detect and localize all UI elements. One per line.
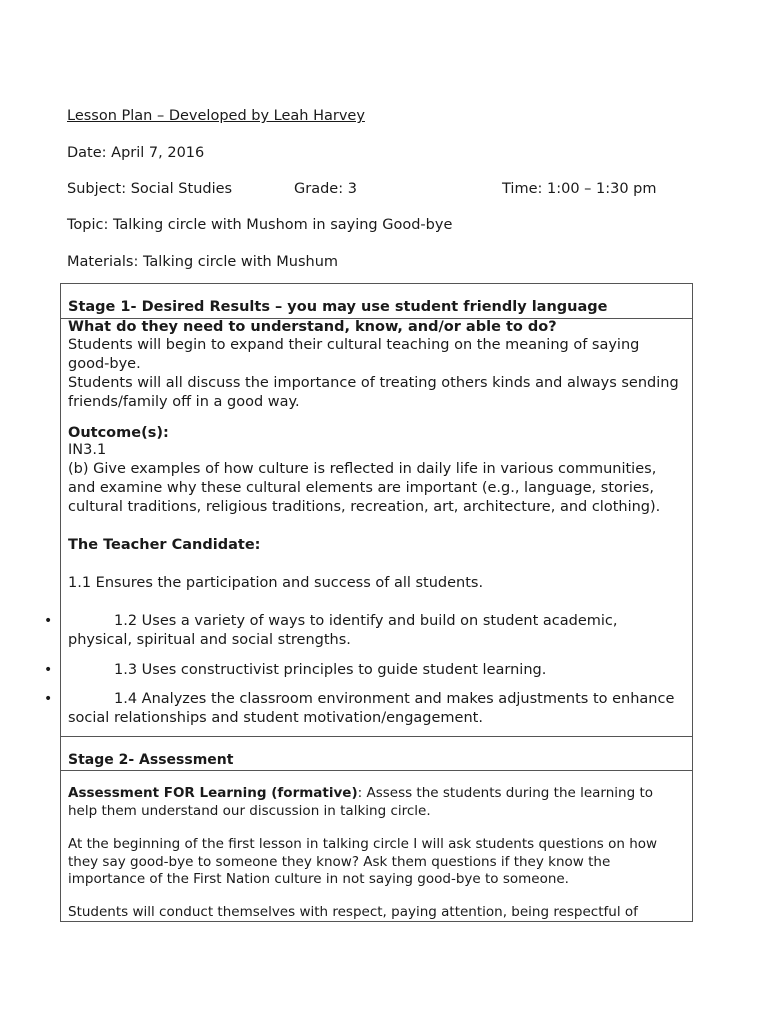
bullet-marker: • — [44, 613, 53, 629]
bullet-marker: • — [44, 691, 53, 707]
subject-field: Subject: Social Studies — [67, 181, 233, 197]
topic-line: Topic: Talking circle with Mushom in saying Good-bye — [67, 217, 453, 233]
time-field: Time: 1:00 – 1:30 pm — [502, 181, 657, 197]
stage2-table — [60, 736, 693, 922]
stage1-table — [60, 283, 693, 737]
stage1-paragraph-2: Students will all discuss the importance of treating others kinds and always sending friends/family off in a good way. — [68, 375, 679, 410]
grade-field: Grade: 3 — [294, 181, 357, 197]
date-line: Date: April 7, 2016 — [67, 145, 205, 161]
stage2-heading: Stage 2- Assessment — [68, 752, 234, 768]
outcomes-heading: Outcome(s): — [68, 425, 169, 441]
stage1-heading: Stage 1- Desired Results – you may use student friendly language — [68, 299, 608, 315]
bullet-item-1-4: 1.4 Analyzes the classroom environment and makes adjustments to enhance social relationships and student motivation/engagement. — [68, 691, 675, 726]
materials-line: Materials: Talking circle with Mushum — [67, 254, 339, 270]
afl-paragraph — [68, 785, 682, 820]
bullet-item-1-3: 1.3 Uses constructivist principles to guide student learning. — [114, 662, 547, 678]
bullet-item-1-2: 1.2 Uses a variety of ways to identify and build on student academic, physical, spiritual and social strengths. — [68, 613, 618, 648]
afl-label: Assessment FOR Learning (formative) — [68, 785, 358, 801]
item-1-1: 1.1 Ensures the participation and success of all students. — [68, 575, 484, 591]
stage2-divider — [61, 770, 692, 771]
outcome-text: (b) Give examples of how culture is reflected in daily life in various communities, and examine why these cultural elements are important (e.g., language, stories, cultural traditions, religious traditions, recreation, art, architecture, and clothing). — [68, 461, 661, 515]
document-title: Lesson Plan – Developed by Leah Harvey — [67, 108, 365, 124]
stage1-question: What do they need to understand, know, and/or able to do? — [68, 319, 557, 335]
teacher-candidate-heading: The Teacher Candidate: — [68, 537, 261, 553]
bullet-marker: • — [44, 662, 53, 678]
stage2-paragraph-2: Students will conduct themselves with respect, paying attention, being respectful of — [68, 904, 638, 920]
stage1-paragraph-1: Students will begin to expand their cultural teaching on the meaning of saying good-bye. — [68, 337, 640, 372]
outcome-code: IN3.1 — [68, 442, 107, 458]
stage2-paragraph-1: At the beginning of the first lesson in talking circle I will ask students questions on how they say good-bye to someone they know? Ask them questions if they know the importance of the First Nation culture in not saying good-bye to someone. — [68, 836, 658, 887]
afl-text: : Assess the students during the learning to help them understand our discussion in talking circle. — [68, 785, 654, 819]
